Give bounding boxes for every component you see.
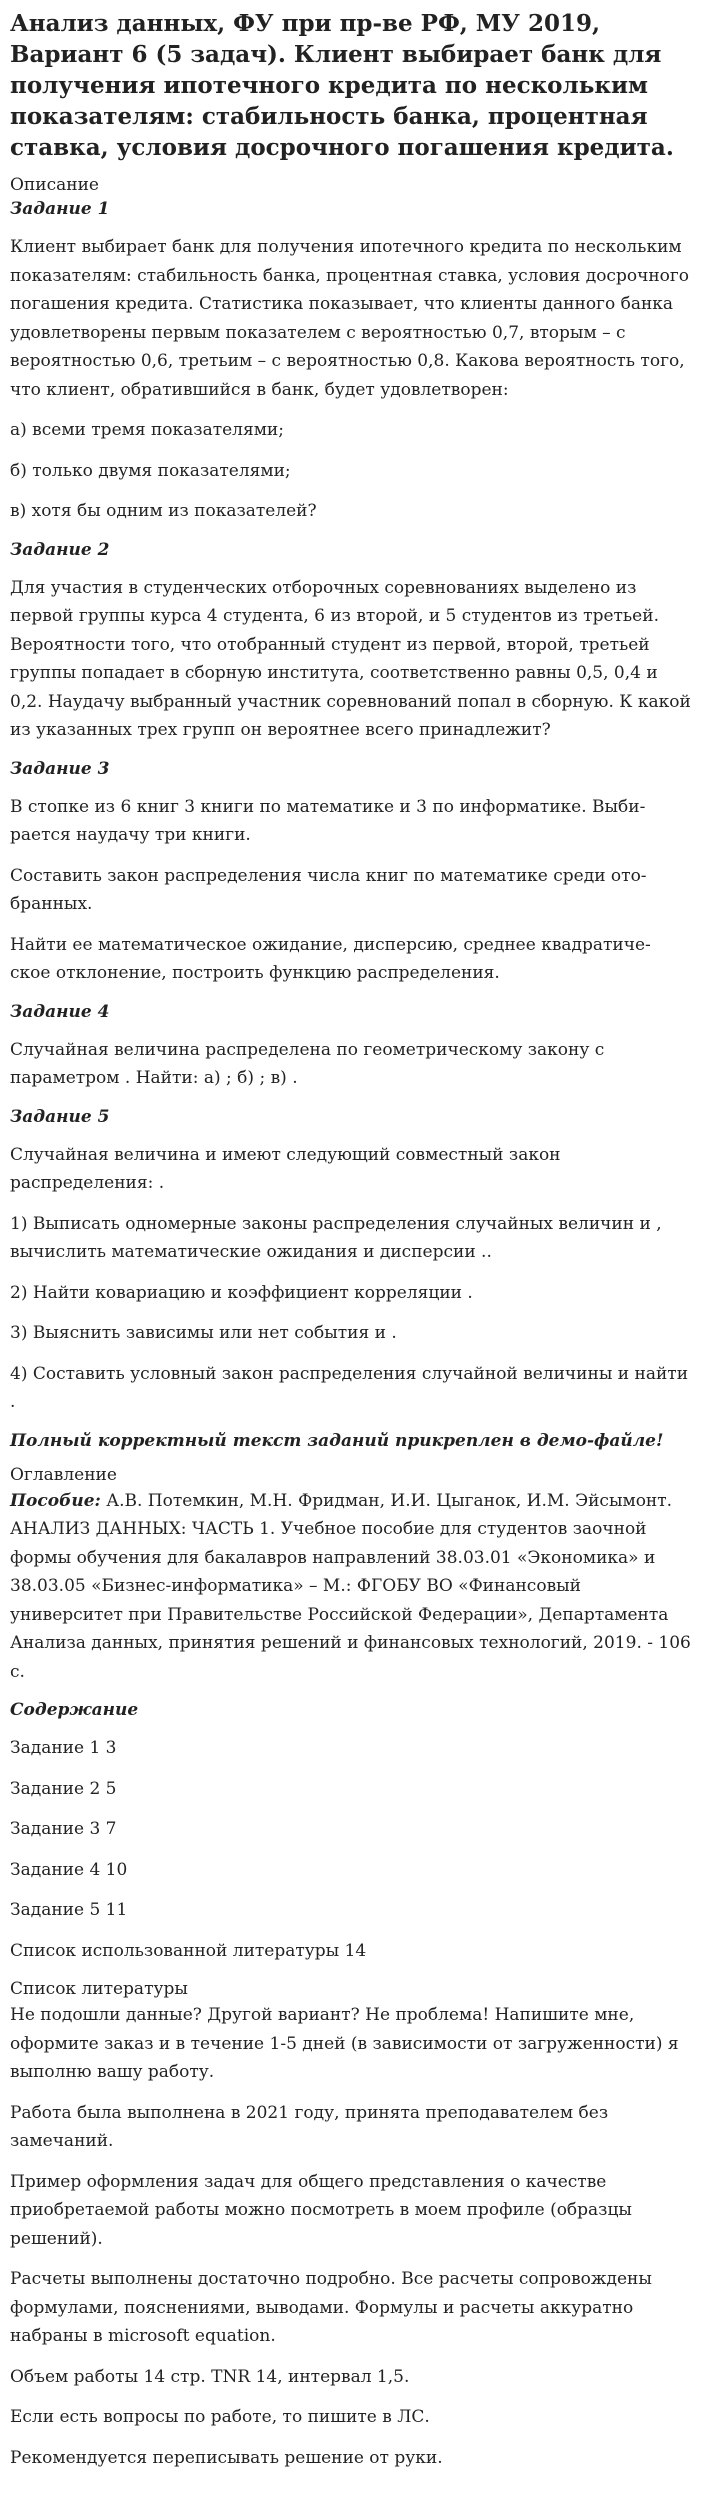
task-5-item-4: 4) Составить условный закон распределения случайной величины и найти . [10,1363,689,1412]
toc-label: Оглавление [10,1464,117,1485]
task-4-heading: Задание 4 [10,1001,110,1022]
closing-7: Рекомендуется переписывать решение от руки. [10,2447,443,2468]
contents-item-4: Задание 4 10 [10,1859,128,1880]
contents-item-3: Задание 3 7 [10,1819,117,1839]
task-3-text: В стопке из 6 книг 3 книги по математике и 3 по информатике. Выби-рается наудачу три книги. [10,796,646,845]
task-3-text-2: Составить закон распределения числа книг по математике среди ото-бранных. [10,865,647,914]
task-3-text-3: Найти ее математическое ожидание, дисперсию, среднее квадратиче-ское отклонение, построить функцию распределения. [10,934,651,983]
contents-item-5: Задание 5 11 [10,1900,128,1920]
task-5-heading: Задание 5 [10,1106,110,1127]
task-5-item-3: 3) Выяснить зависимы или нет события и . [10,1323,397,1343]
page-title: Анализ данных, ФУ при пр-ве РФ, МУ 2019, Вариант 6 (5 задач). Клиент выбирает банк для получения ипотечного кредита по нескольким показателям: стабильность банка, процентная ставка, условия досрочного погашения кредита. [10,10,674,161]
source-label: Пособие: [10,1490,101,1511]
source-text: А.В. Потемкин, М.Н. Фридман, И.И. Цыганок, И.М. Эйсымонт. АНАЛИЗ ДАННЫХ: ЧАСТЬ 1. Учебное пособие для студентов заочной формы обучения для бакалавров направлений 38.03.01 «Экономика» и 38.03.05 «Бизнес-информатика» – М.: ФГОБУ ВО «Финансовый университет при Правительстве Российской Федерации», Департамента Анализа данных, принятия решений и финансовых технологий, 2019. - 106 с. [10,1490,691,1682]
description-label: Описание [10,175,99,195]
task-3-heading: Задание 3 [10,758,110,779]
task-4-text: Случайная величина распределена по геометрическому закону с параметром . Найти: а) ; б) ; в) . [10,1039,605,1088]
closing-4: Расчеты выполнены достаточно подробно. Все расчеты сопровождены формулами, пояснениями, выводами. Формулы и расчеты аккуратно набраны в microsoft equation. [10,2269,652,2346]
closing-3: Пример оформления задач для общего представления о качестве приобретаемой работы можно посмотреть в моем профиле (образцы решений). [10,2171,632,2249]
task-1-text: Клиент выбирает банк для получения ипотечного кредита по нескольким показателям: стабильность банка, процентная ставка, условия досрочного погашения кредита. Статистика показывает, что клиенты данного банка удовлетворены первым показателем с вероятностью 0,7, вторым – с вероятностью 0,6, третьим – с вероятностью 0,8. Какова вероятность того, что клиент, обратившийся в банк, будет удовлетворен: [10,237,690,400]
contents-item-1: Задание 1 3 [10,1738,117,1758]
task-5-text: Случайная величина и имеют следующий совместный закон распределения: . [10,1144,561,1193]
task-5-item-1: 1) Выписать одномерные законы распределения случайных величин и , вычислить математические ожидания и дисперсии .. [10,1213,662,1262]
task-5-item-2: 2) Найти ковариацию и коэффициент корреляции . [10,1282,473,1303]
task-1-item-a: а) всеми тремя показателями; [10,420,284,440]
task-1-heading: Задание 1 [10,199,110,219]
closing-1: Не подошли данные? Другой вариант? Не проблема! Напишите мне, оформите заказ и в течение 1-5 дней (в зависимости от загруженности) я выполню вашу работу. [10,2005,679,2082]
demo-note: Полный корректный текст заданий прикреплен в демо-файле! [10,1430,664,1451]
closing-2: Работа была выполнена в 2021 году, принята преподавателем без замечаний. [10,2102,609,2151]
task-1-item-c: в) хотя бы одним из показателей? [10,501,317,521]
closing-5: Объем работы 14 стр. TNR 14, интервал 1,5. [10,2366,410,2387]
contents-item-6: Список использованной литературы 14 [10,1940,367,1961]
task-1-item-b: б) только двумя показателями; [10,460,291,481]
closing-6: Если есть вопросы по работе, то пишите в ЛС. [10,2407,430,2427]
contents-heading: Содержание [10,1700,139,1720]
literature-label: Список литературы [10,1979,188,1999]
source-reference [10,1487,691,1687]
task-2-text: Для участия в студенческих отборочных соревнованиях выделено из первой группы курса 4 студента, 6 из второй, и 5 студентов из третьей. Вероятности того, что отобранный студент из первой, второй, третьей группы попадает в сборную института, соответственно равны 0,5, 0,4 и 0,2. Наудачу выбранный участник соревнований попал в сборную. К какой из указанных трех групп он вероятнее всего принадлежит? [10,577,691,740]
contents-item-2: Задание 2 5 [10,1778,117,1799]
task-2-heading: Задание 2 [10,539,110,560]
